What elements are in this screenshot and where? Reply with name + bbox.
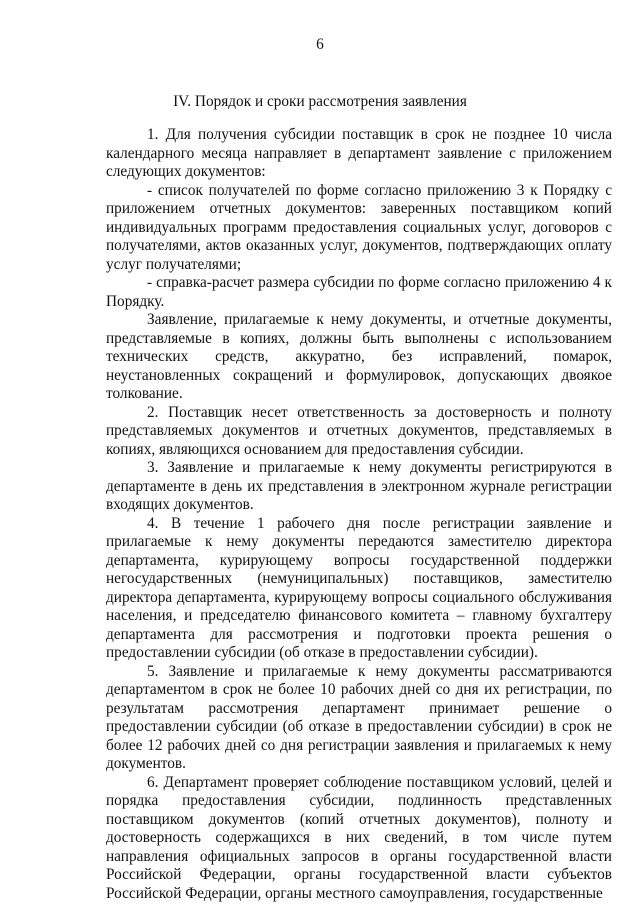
page-number: 6 <box>316 36 324 53</box>
paragraph-2: 2. Поставщик несет ответственность за достоверность и полноту представляемых документов и отчетных документов, представляемых в копиях, являющихся основанием для предоставления субсидии. <box>106 403 612 458</box>
document-body <box>106 126 612 903</box>
paragraph-1: 1. Для получения субсидии поставщик в срок не позднее 10 числа календарного месяца направляет в департамент заявление с приложением следующих документов: <box>106 126 612 180</box>
paragraph-1-list-item-1: - список получателей по форме согласно приложению 3 к Порядку с приложением отчетных документов: заверенных поставщиком копий индивидуальных программ предоставления социальных услуг, договоров с получателями, актов оказанных услуг, документов, подтверждающих оплату услуг получателями; <box>106 181 612 273</box>
paragraph-6: 6. Департамент проверяет соблюдение поставщиком условий, целей и порядка предоставления субсидии, подлинность представленных поставщиком документов (копий отчетных документов), полноту и достоверность содержащихся в них сведений, в том числе путем направления официальных запросов в органы государственной власти Российской Федерации, органы государственной власти субъектов Российской Федерации, органы местного самоуправления, государственные <box>106 773 612 902</box>
paragraph-1-note: Заявление, прилагаемые к нему документы, и отчетные документы, представляемые в копиях, должны быть выполнены с использованием технических средств, аккуратно, без исправлений, помарок, неустановленных сокращений и формулировок, допускающих двоякое толкование. <box>106 311 612 402</box>
paragraph-1-list-item-2: - справка-расчет размера субсидии по форме согласно приложению 4 к Порядку. <box>106 274 612 310</box>
paragraph-4: 4. В течение 1 рабочего дня после регистрации заявление и прилагаемые к нему документы передаются заместителю директора департамента, курирующему вопросы государственной поддержки негосударственных (немуниципальных) поставщиков, заместителю директора департамента, курирующему вопросы социального обслуживания населения, и председателю финансового комитета – главному бухгалтеру департамента для рассмотрения и подготовки проекта решения о предоставлении субсидии (об отказе в предоставлении субсидии). <box>106 514 612 661</box>
section-title: IV. Порядок и сроки рассмотрения заявления <box>173 93 467 110</box>
paragraph-5: 5. Заявление и прилагаемые к нему документы рассматриваются департаментом в срок не более 10 рабочих дней со дня их регистрации, по результатам рассмотрения департамент принимает решение о предоставлении субсидии (об отказе в предоставлении субсидии) в срок не более 12 рабочих дней со дня регистрации заявления и прилагаемых к нему документов. <box>106 662 612 772</box>
paragraph-3: 3. Заявление и прилагаемые к нему документы регистрируются в департаменте в день их представления в электронном журнале регистрации входящих документов. <box>106 459 612 513</box>
